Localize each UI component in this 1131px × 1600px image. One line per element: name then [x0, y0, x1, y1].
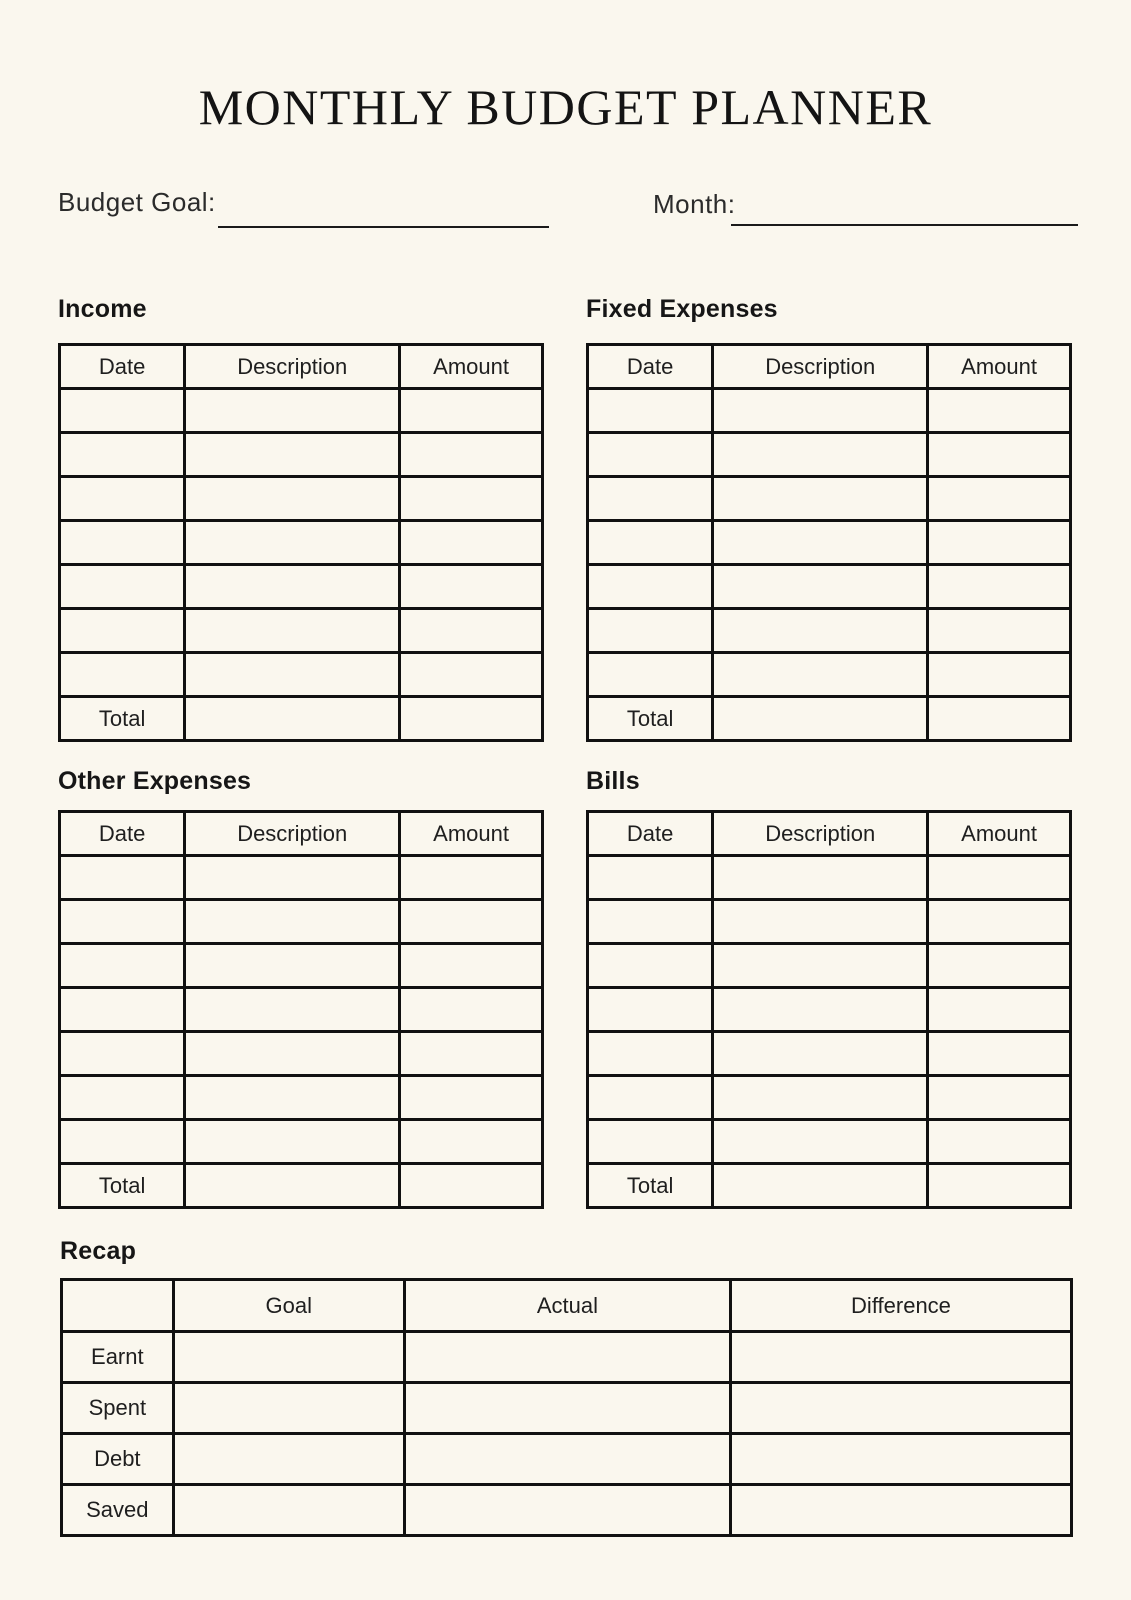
column-header: Amount — [928, 345, 1071, 389]
column-header: Description — [713, 345, 928, 389]
empty-cell — [185, 521, 400, 565]
other-expenses-table — [58, 810, 544, 1209]
table-row — [588, 697, 1071, 741]
empty-cell — [400, 1164, 543, 1208]
empty-cell — [173, 1485, 404, 1536]
table-row — [588, 900, 1071, 944]
empty-cell — [928, 433, 1071, 477]
table-row — [60, 565, 543, 609]
table-row — [588, 521, 1071, 565]
empty-cell — [713, 988, 928, 1032]
row-label-cell: Total — [588, 1164, 713, 1208]
empty-cell — [730, 1485, 1071, 1536]
column-header: Amount — [928, 812, 1071, 856]
column-header: Amount — [400, 812, 543, 856]
column-header — [62, 1280, 174, 1332]
table-header-row — [62, 1280, 1072, 1332]
row-label-cell: Earnt — [62, 1332, 174, 1383]
empty-cell — [60, 944, 185, 988]
empty-cell — [588, 1032, 713, 1076]
table-row — [588, 1164, 1071, 1208]
column-header: Date — [588, 345, 713, 389]
empty-cell — [928, 856, 1071, 900]
column-header: Date — [60, 812, 185, 856]
empty-cell — [60, 565, 185, 609]
empty-cell — [400, 609, 543, 653]
empty-cell — [713, 1076, 928, 1120]
empty-cell — [588, 433, 713, 477]
empty-cell — [400, 1076, 543, 1120]
empty-cell — [588, 477, 713, 521]
empty-cell — [400, 565, 543, 609]
income-table — [58, 343, 544, 742]
empty-cell — [588, 988, 713, 1032]
empty-cell — [928, 389, 1071, 433]
row-label-cell: Total — [60, 697, 185, 741]
table-row — [60, 856, 543, 900]
empty-cell — [60, 389, 185, 433]
column-header: Amount — [400, 345, 543, 389]
bills-table — [586, 810, 1072, 1209]
empty-cell — [400, 653, 543, 697]
month-label: Month: — [653, 189, 736, 219]
empty-cell — [588, 1120, 713, 1164]
column-header: Description — [713, 812, 928, 856]
empty-cell — [713, 1032, 928, 1076]
empty-cell — [60, 1076, 185, 1120]
empty-cell — [60, 856, 185, 900]
empty-cell — [928, 653, 1071, 697]
table-row — [588, 477, 1071, 521]
empty-cell — [60, 988, 185, 1032]
empty-cell — [404, 1332, 730, 1383]
table-row — [60, 988, 543, 1032]
empty-cell — [60, 521, 185, 565]
empty-cell — [713, 653, 928, 697]
empty-cell — [404, 1485, 730, 1536]
empty-cell — [588, 565, 713, 609]
table-row — [588, 856, 1071, 900]
empty-cell — [730, 1332, 1071, 1383]
empty-cell — [400, 988, 543, 1032]
empty-cell — [400, 477, 543, 521]
empty-cell — [730, 1383, 1071, 1434]
column-header: Date — [60, 345, 185, 389]
empty-cell — [185, 653, 400, 697]
empty-cell — [928, 1076, 1071, 1120]
empty-cell — [928, 697, 1071, 741]
table-row — [60, 1076, 543, 1120]
empty-cell — [60, 900, 185, 944]
table-row — [60, 1120, 543, 1164]
empty-cell — [713, 856, 928, 900]
table-header-row — [588, 812, 1071, 856]
empty-cell — [400, 433, 543, 477]
empty-cell — [713, 1164, 928, 1208]
column-header: Actual — [404, 1280, 730, 1332]
empty-cell — [185, 1164, 400, 1208]
empty-cell — [60, 1120, 185, 1164]
table-row — [588, 565, 1071, 609]
table-header-row — [60, 345, 543, 389]
empty-cell — [404, 1434, 730, 1485]
empty-cell — [713, 697, 928, 741]
section-heading-income: Income — [58, 295, 147, 323]
column-header: Description — [185, 812, 400, 856]
table-row — [60, 653, 543, 697]
empty-cell — [185, 944, 400, 988]
table-row — [588, 944, 1071, 988]
empty-cell — [404, 1383, 730, 1434]
table-row — [588, 988, 1071, 1032]
empty-cell — [588, 521, 713, 565]
empty-cell — [185, 1076, 400, 1120]
table-row — [60, 944, 543, 988]
empty-cell — [185, 900, 400, 944]
empty-cell — [185, 856, 400, 900]
empty-cell — [185, 433, 400, 477]
table-row — [60, 389, 543, 433]
empty-cell — [928, 1032, 1071, 1076]
empty-cell — [928, 1120, 1071, 1164]
table-row — [60, 697, 543, 741]
table-row — [588, 609, 1071, 653]
empty-cell — [713, 1120, 928, 1164]
empty-cell — [713, 521, 928, 565]
fixed-expenses-table — [586, 343, 1072, 742]
empty-cell — [400, 944, 543, 988]
empty-cell — [730, 1434, 1071, 1485]
empty-cell — [713, 944, 928, 988]
table-row — [62, 1434, 1072, 1485]
empty-cell — [400, 697, 543, 741]
column-header: Description — [185, 345, 400, 389]
empty-cell — [588, 653, 713, 697]
table-row — [588, 1076, 1071, 1120]
empty-cell — [400, 389, 543, 433]
table-row — [60, 433, 543, 477]
empty-cell — [185, 477, 400, 521]
empty-cell — [185, 1120, 400, 1164]
empty-cell — [713, 900, 928, 944]
empty-cell — [60, 653, 185, 697]
empty-cell — [928, 1164, 1071, 1208]
empty-cell — [60, 609, 185, 653]
empty-cell — [588, 609, 713, 653]
section-heading-other-expenses: Other Expenses — [58, 767, 252, 795]
empty-cell — [400, 900, 543, 944]
empty-cell — [928, 477, 1071, 521]
empty-cell — [928, 900, 1071, 944]
empty-cell — [400, 521, 543, 565]
section-heading-bills: Bills — [586, 767, 640, 795]
empty-cell — [928, 944, 1071, 988]
table-row — [588, 653, 1071, 697]
empty-cell — [60, 1032, 185, 1076]
empty-cell — [588, 900, 713, 944]
empty-cell — [713, 477, 928, 521]
row-label-cell: Spent — [62, 1383, 174, 1434]
empty-cell — [185, 565, 400, 609]
empty-cell — [185, 389, 400, 433]
table-row — [588, 433, 1071, 477]
empty-cell — [185, 609, 400, 653]
empty-cell — [185, 988, 400, 1032]
empty-cell — [928, 988, 1071, 1032]
table-row — [60, 477, 543, 521]
table-row — [60, 1164, 543, 1208]
empty-cell — [400, 1032, 543, 1076]
empty-cell — [928, 609, 1071, 653]
section-heading-fixed-expenses: Fixed Expenses — [586, 295, 778, 323]
empty-cell — [588, 389, 713, 433]
row-label-cell: Debt — [62, 1434, 174, 1485]
table-row — [60, 1032, 543, 1076]
column-header: Goal — [173, 1280, 404, 1332]
row-label-cell: Saved — [62, 1485, 174, 1536]
page-title: MONTHLY BUDGET PLANNER — [198, 79, 933, 135]
empty-cell — [60, 433, 185, 477]
empty-cell — [173, 1383, 404, 1434]
empty-cell — [173, 1332, 404, 1383]
empty-cell — [713, 609, 928, 653]
table-row — [588, 389, 1071, 433]
empty-cell — [588, 944, 713, 988]
empty-cell — [928, 521, 1071, 565]
empty-cell — [60, 477, 185, 521]
column-header: Difference — [730, 1280, 1071, 1332]
table-row — [62, 1485, 1072, 1536]
table-row — [60, 521, 543, 565]
column-header: Date — [588, 812, 713, 856]
budget-goal-line — [218, 226, 549, 228]
table-row — [588, 1120, 1071, 1164]
empty-cell — [588, 856, 713, 900]
budget-goal-label: Budget Goal: — [58, 187, 216, 217]
empty-cell — [713, 389, 928, 433]
table-row — [60, 609, 543, 653]
table-row — [62, 1383, 1072, 1434]
empty-cell — [173, 1434, 404, 1485]
table-row — [588, 1032, 1071, 1076]
empty-cell — [185, 1032, 400, 1076]
table-header-row — [588, 345, 1071, 389]
section-heading-recap: Recap — [60, 1237, 137, 1265]
table-row — [62, 1332, 1072, 1383]
empty-cell — [713, 565, 928, 609]
row-label-cell: Total — [588, 697, 713, 741]
empty-cell — [713, 433, 928, 477]
empty-cell — [588, 1076, 713, 1120]
table-row — [60, 900, 543, 944]
table-header-row — [60, 812, 543, 856]
empty-cell — [928, 565, 1071, 609]
empty-cell — [400, 856, 543, 900]
row-label-cell: Total — [60, 1164, 185, 1208]
empty-cell — [400, 1120, 543, 1164]
recap-table — [60, 1278, 1073, 1537]
month-line — [731, 224, 1078, 226]
empty-cell — [185, 697, 400, 741]
